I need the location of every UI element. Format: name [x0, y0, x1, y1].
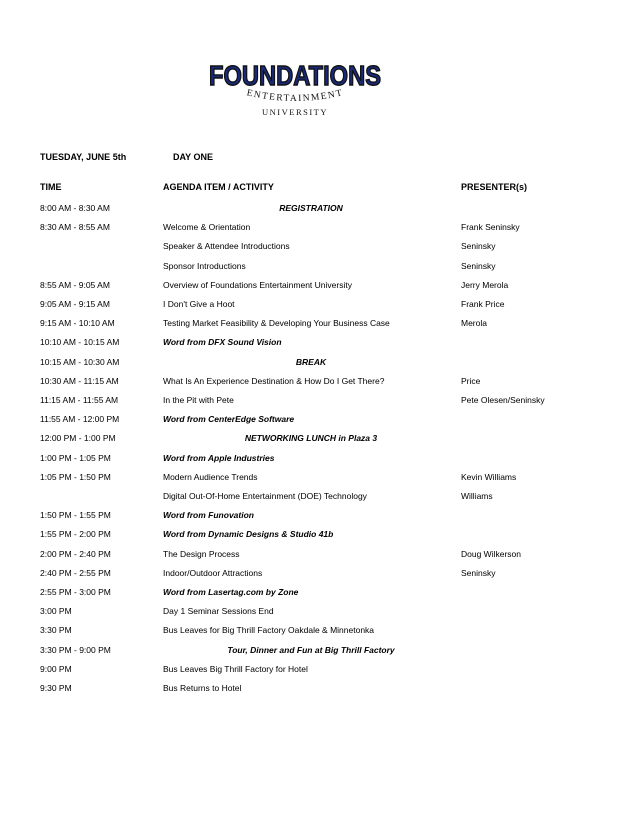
agenda-row	[0, 299, 638, 318]
agenda-item: Tour, Dinner and Fun at Big Thrill Factory	[227, 644, 395, 655]
agenda-row	[0, 568, 638, 587]
agenda-row	[0, 414, 638, 433]
logo-sub-entertainment: ENTERTAINMENT	[245, 88, 345, 105]
agenda-item: Bus Leaves Big Thrill Factory for Hotel	[163, 663, 308, 674]
agenda-item: The Design Process	[163, 548, 240, 559]
agenda-time: 2:55 PM - 3:00 PM	[40, 587, 111, 597]
agenda-time: 3:30 PM - 9:00 PM	[40, 644, 111, 655]
agenda-item: NETWORKING LUNCH in Plaza 3	[244, 433, 378, 444]
agenda-time: 9:15 AM - 10:10 AM	[40, 318, 115, 329]
agenda-item: I Don't Give a Hoot	[163, 299, 235, 309]
agenda-item: Overview of Foundations Entertainment University	[163, 279, 352, 290]
agenda-item: In the Pit with Pete	[163, 395, 234, 405]
agenda-time: 11:15 AM - 11:55 AM	[40, 395, 119, 405]
agenda-item: Word from Dynamic Designs & Studio 41b	[163, 529, 334, 540]
agenda-row	[0, 376, 638, 395]
agenda-time: 2:00 PM - 2:40 PM	[40, 548, 111, 559]
agenda-time: 8:55 AM - 9:05 AM	[40, 279, 110, 290]
agenda-row	[0, 549, 638, 568]
agenda-presenter: Seninsky	[461, 241, 496, 252]
agenda-time: 9:05 AM - 9:15 AM	[40, 299, 110, 309]
agenda-row	[0, 510, 638, 529]
agenda-presenter: Jerry Merola	[461, 279, 509, 290]
agenda-row	[0, 491, 638, 510]
agenda-time: 1:55 PM - 2:00 PM	[40, 529, 111, 540]
agenda-row	[0, 683, 638, 702]
agenda-time: 8:00 AM - 8:30 AM	[40, 203, 110, 213]
agenda-presenter: Doug Wilkerson	[461, 548, 521, 559]
agenda-time: 3:30 PM	[40, 625, 72, 636]
agenda-presenter: Kevin Williams	[461, 471, 517, 482]
agenda-time: 11:55 AM - 12:00 PM	[40, 414, 120, 425]
agenda-row	[0, 606, 638, 625]
agenda-row	[0, 261, 638, 280]
agenda-item: Welcome & Orientation	[163, 222, 251, 233]
agenda-row	[0, 357, 638, 376]
agenda-time: 12:00 PM - 1:00 PM	[40, 433, 116, 444]
agenda-item: Sponsor Introductions	[163, 260, 246, 271]
agenda-item: Modern Audience Trends	[163, 471, 258, 482]
agenda-time: 2:40 PM - 2:55 PM	[40, 567, 111, 578]
agenda-row	[0, 318, 638, 337]
agenda-item: Testing Market Feasibility & Developing Your Business Case	[163, 318, 390, 329]
agenda-time: 10:30 AM - 11:15 AM	[40, 375, 119, 386]
logo-main-text: FOUNDATIONS	[209, 60, 381, 91]
column-header-item: AGENDA ITEM / ACTIVITY	[163, 182, 274, 192]
agenda-time: 1:00 PM - 1:05 PM	[40, 452, 111, 463]
agenda-row	[0, 587, 638, 606]
agenda-item: Digital Out-Of-Home Entertainment (DOE) Technology	[163, 491, 367, 501]
agenda-row	[0, 395, 638, 414]
agenda-presenter: Seninsky	[461, 567, 496, 578]
agenda-row	[0, 433, 638, 452]
agenda-row	[0, 280, 638, 299]
agenda-time: 9:00 PM	[40, 663, 72, 674]
agenda-item: Word from Funovation	[163, 510, 254, 521]
day-label: DAY ONE	[173, 152, 214, 162]
agenda-presenter: Frank Seninsky	[461, 222, 520, 233]
agenda-row	[0, 529, 638, 548]
agenda-item: Word from Apple Industries	[163, 452, 275, 463]
agenda-row	[0, 203, 638, 222]
agenda-row	[0, 472, 638, 491]
agenda-item: Bus Returns to Hotel	[163, 683, 242, 693]
agenda-item: Word from CenterEdge Software	[163, 414, 295, 425]
agenda-time: 10:15 AM - 10:30 AM	[40, 356, 120, 367]
agenda-presenter: Williams	[461, 491, 493, 501]
agenda-item: Word from Lasertag.com by Zone	[163, 587, 299, 597]
logo-sub-university: UNIVERSITY	[262, 107, 328, 117]
agenda-row	[0, 453, 638, 472]
agenda-row	[0, 645, 638, 664]
column-header-time: TIME	[40, 182, 62, 192]
agenda-item: Word from DFX Sound Vision	[163, 337, 282, 348]
agenda-time: 1:05 PM - 1:50 PM	[40, 471, 111, 482]
agenda-presenter: Merola	[461, 318, 487, 329]
agenda-item: Indoor/Outdoor Attractions	[163, 567, 263, 578]
agenda-time: 8:30 AM - 8:55 AM	[40, 222, 110, 233]
agenda-item: Bus Leaves for Big Thrill Factory Oakdale & Minnetonka	[163, 625, 375, 636]
agenda-row	[0, 337, 638, 356]
column-header-presenter: PRESENTER(s)	[461, 182, 528, 192]
agenda-presenter: Price	[461, 375, 481, 386]
agenda-item: Day 1 Seminar Sessions End	[163, 606, 274, 617]
day-date: TUESDAY, JUNE 5th	[40, 152, 127, 162]
agenda-time: 10:10 AM - 10:15 AM	[40, 337, 120, 348]
agenda-time: 1:50 PM - 1:55 PM	[40, 510, 111, 521]
agenda-item: REGISTRATION	[279, 203, 343, 213]
foundations-logo	[205, 52, 385, 122]
agenda-item: What Is An Experience Destination & How Do I Get There?	[163, 375, 385, 386]
agenda-time: 9:30 PM	[40, 683, 72, 693]
agenda-row	[0, 222, 638, 241]
agenda-time: 3:00 PM	[40, 606, 72, 617]
agenda-row	[0, 625, 638, 644]
agenda-item: BREAK	[295, 356, 327, 367]
agenda-item: Speaker & Attendee Introductions	[163, 241, 290, 252]
agenda-row	[0, 664, 638, 683]
agenda-row	[0, 241, 638, 260]
agenda-presenter: Pete Olesen/Seninsky	[461, 395, 545, 405]
agenda-presenter: Frank Price	[461, 299, 505, 309]
agenda-presenter: Seninsky	[461, 260, 496, 271]
